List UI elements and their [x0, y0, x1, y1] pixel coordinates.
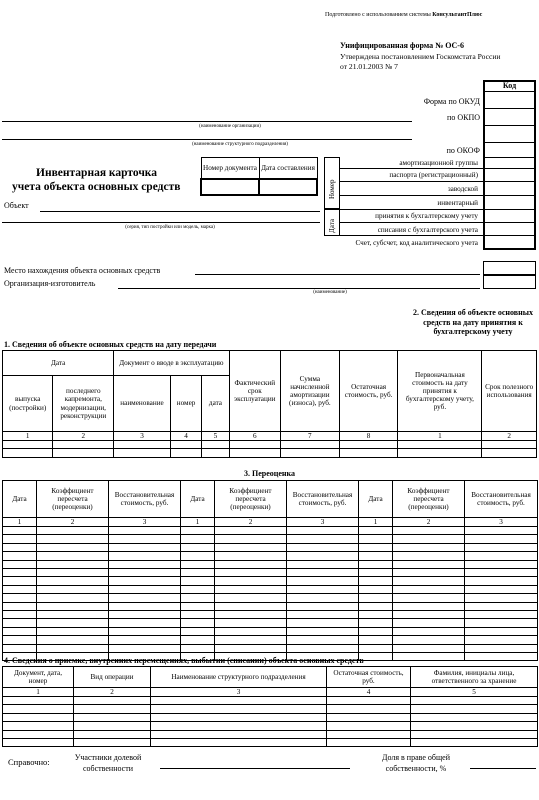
s1-num: 6: [229, 432, 280, 441]
s1-num: 4: [170, 432, 201, 441]
s3-num: 2: [393, 518, 465, 527]
code-column: [483, 80, 536, 250]
s4-num: 1: [3, 688, 74, 697]
division-caption: (наименование структурного подразделения): [192, 142, 288, 147]
number-side-label: Номер: [328, 179, 336, 199]
s3-num: 3: [287, 518, 359, 527]
amort-group-label: амортизационной группы: [399, 159, 478, 167]
s4-responsible-header: Фамилия, инициалы лица, ответственного за хранение: [411, 667, 538, 688]
s4-num: 5: [411, 688, 538, 697]
form-title: Унифицированная форма № ОС-6: [340, 41, 464, 50]
okpo-label: по ОКПО: [447, 113, 480, 122]
share-line[interactable]: [470, 768, 536, 769]
s2-num: 2: [482, 432, 537, 441]
s3-coef-header: Коэффициент пересчета (переоценки): [393, 481, 465, 518]
s3-coef-header: Коэффициент пересчета (переоценки): [215, 481, 287, 518]
location-line[interactable]: [195, 274, 480, 275]
s4-num: 4: [327, 688, 411, 697]
s4-row[interactable]: [3, 722, 538, 730]
s4-num: 2: [74, 688, 151, 697]
s4-operation-header: Вид операции: [74, 667, 151, 688]
doc-number-cell[interactable]: [201, 179, 259, 195]
s4-residual-header: Остаточная стоимость, руб.: [327, 667, 411, 688]
card-title-line2: учета объекта основных средств: [12, 181, 181, 193]
s3-row[interactable]: [3, 560, 538, 568]
manufacturer-code-box: [483, 275, 536, 289]
inventory-label: инвентарный: [437, 199, 478, 207]
s2-useful-life: Срок полезного использования: [482, 351, 537, 432]
factory-label: заводской: [447, 185, 478, 193]
s1-last-repair: последнего капремонта, модернизации, реконструкции: [53, 376, 114, 432]
s3-row[interactable]: [3, 527, 538, 535]
object-label: Объект: [4, 201, 29, 210]
s1-doc-name: наименование: [114, 376, 171, 432]
s1-num: 1: [3, 432, 53, 441]
s3-row[interactable]: [3, 585, 538, 593]
s3-num: 1: [3, 518, 37, 527]
s2-num: 1: [398, 432, 482, 441]
code-header: Код: [502, 81, 517, 90]
location-code-box: [483, 261, 536, 275]
s3-num: 1: [181, 518, 215, 527]
participants-label: Участники долевой собственности: [74, 753, 142, 773]
s3-num: 3: [465, 518, 538, 527]
share-label: Доля в праве общей собственности, %: [382, 753, 450, 773]
s4-row[interactable]: [3, 705, 538, 713]
s4-doc-header: Документ, дата, номер: [3, 667, 74, 688]
s3-date-header: Дата: [181, 481, 215, 518]
card-title-line1: Инвентарная карточка: [36, 167, 158, 179]
s4-row[interactable]: [3, 713, 538, 721]
s1-num: 8: [339, 432, 398, 441]
s3-row[interactable]: [3, 594, 538, 602]
s4-row[interactable]: [3, 739, 538, 747]
s1-num: 5: [202, 432, 229, 441]
section1-title: 1. Сведения об объекте основных средств на дату передачи: [4, 340, 217, 349]
s3-row[interactable]: [3, 543, 538, 551]
writeoff-date-label: списания с бухгалтерского учета: [377, 226, 478, 234]
s3-coef-header: Коэффициент пересчета (переоценки): [37, 481, 109, 518]
division-line: [2, 139, 412, 140]
s1-residual: Остаточная стоимость, руб.: [339, 351, 398, 432]
approved-line2: от 21.01.2003 № 7: [340, 62, 398, 71]
section4-title: 4. Сведения о приемке, внутренних перемещениях, выбытии (списании) объекта основных средств: [4, 656, 364, 665]
s3-row[interactable]: [3, 577, 538, 585]
doc-number-table: [200, 157, 318, 196]
s1-row[interactable]: [3, 449, 537, 457]
s3-row[interactable]: [3, 627, 538, 635]
section1-table: [2, 350, 537, 458]
s4-num: 3: [151, 688, 327, 697]
s2-initial-cost: Первоначальная стоимость на дату принятия к бухгалтерскому учету, руб.: [398, 351, 482, 432]
s1-num: 7: [280, 432, 339, 441]
s3-row[interactable]: [3, 535, 538, 543]
s3-restore-header: Восстановительная стоимость, руб.: [465, 481, 538, 518]
s3-num: 2: [37, 518, 109, 527]
org-caption: (наименование организации): [199, 124, 261, 129]
doc-number-header: Номер документа: [201, 158, 259, 180]
okud-label: Форма по ОКУД: [423, 97, 480, 106]
s1-doc-date: дата: [202, 376, 229, 432]
s1-row[interactable]: [3, 441, 537, 449]
section3-title: 3. Переоценка: [243, 469, 296, 478]
passport-label: паспорта (регистрационный): [389, 171, 478, 179]
org-name-line: [2, 121, 412, 122]
section3-table: [2, 480, 538, 661]
s1-date-group: Дата: [3, 351, 114, 376]
object-line[interactable]: [40, 211, 320, 212]
section2-title: 2. Сведения об объекте основных средств на дату принятия к бухгалтерскому учету: [413, 308, 533, 337]
s3-num: 3: [109, 518, 181, 527]
consultant-brand: КонсультантПлюс: [432, 12, 483, 18]
approved-line1: Утверждена постановлением Госкомстата России: [340, 52, 501, 61]
s1-actual-life: Фактический срок эксплуатации: [229, 351, 280, 432]
participants-line[interactable]: [160, 768, 350, 769]
s3-num: 1: [359, 518, 393, 527]
s3-row[interactable]: [3, 602, 538, 610]
s3-num: 2: [215, 518, 287, 527]
accept-date-label: принятия к бухгалтерскому учету: [375, 212, 478, 220]
s3-date-header: Дата: [3, 481, 37, 518]
s1-doc-number: номер: [170, 376, 201, 432]
s3-row[interactable]: [3, 569, 538, 577]
doc-date-header: Дата составления: [259, 158, 317, 180]
section4-table: [2, 666, 538, 747]
s1-num: 2: [53, 432, 114, 441]
consultant-prefix: Подготовлено с использованием системы: [325, 12, 431, 18]
s4-division-header: Наименование структурного подразделения: [151, 667, 327, 688]
reference-label: Справочно:: [8, 757, 50, 767]
s3-restore-header: Восстановительная стоимость, руб.: [287, 481, 359, 518]
s1-release: выпуска (постройки): [3, 376, 53, 432]
location-label: Место нахождения объекта основных средств: [4, 266, 161, 275]
s1-amortization: Сумма начисленной амортизации (износа), руб.: [280, 351, 339, 432]
s3-row[interactable]: [3, 644, 538, 652]
doc-date-cell[interactable]: [259, 179, 317, 195]
s4-row[interactable]: [3, 697, 538, 705]
object-caption: (серия, тип постройки или модель, марка): [125, 225, 215, 230]
s1-doc-group: Документ о вводе в эксплуатацию: [114, 351, 229, 376]
consultant-note: [325, 12, 482, 18]
s1-num: 3: [114, 432, 171, 441]
s3-row[interactable]: [3, 619, 538, 627]
date-side-label: Дата: [328, 219, 336, 233]
s3-row[interactable]: [3, 636, 538, 644]
s3-restore-header: Восстановительная стоимость, руб.: [109, 481, 181, 518]
s4-row[interactable]: [3, 730, 538, 738]
s3-row[interactable]: [3, 552, 538, 560]
manufacturer-label: Организация-изготовитель: [4, 279, 96, 288]
s3-row[interactable]: [3, 610, 538, 618]
s3-date-header: Дата: [359, 481, 393, 518]
manufacturer-line[interactable]: [118, 288, 480, 289]
account-label: Счет, субсчет, код аналитического учета: [355, 239, 478, 247]
okof-label: по ОКОФ: [446, 146, 480, 155]
manufacturer-caption: (наименование): [313, 290, 347, 295]
